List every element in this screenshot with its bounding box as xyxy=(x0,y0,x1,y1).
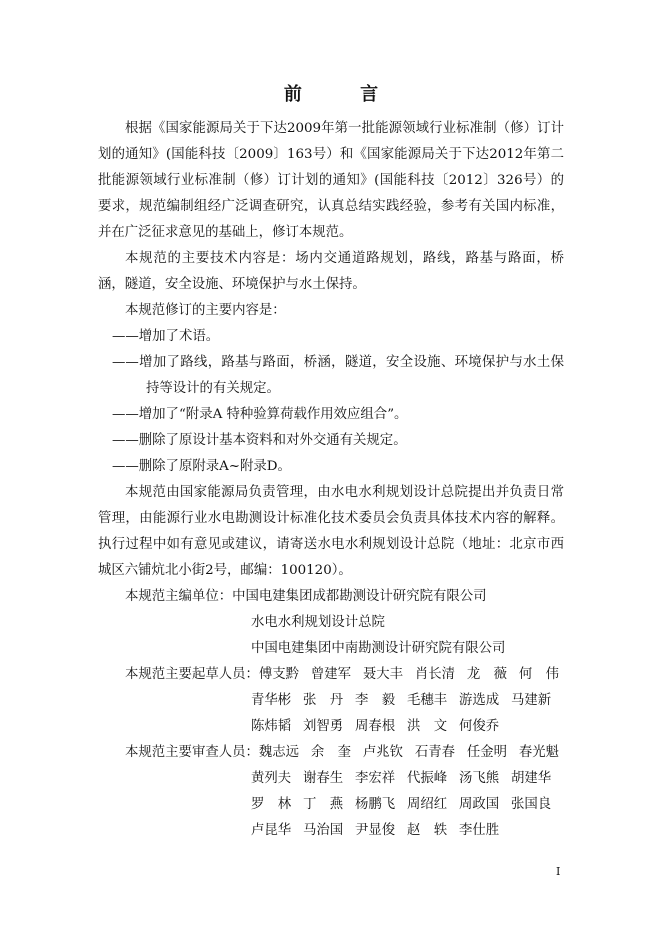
reviewers-names xyxy=(251,792,563,818)
revision-item: ——增加了路线，路基与路面，桥涵，隧道，安全设施、环境保护与水土保持等设计的有关规定。 xyxy=(112,355,564,396)
person-name: 尹显俊 xyxy=(355,823,396,838)
person-name: 张 丹 xyxy=(303,693,344,708)
person-name: 李 毅 xyxy=(355,693,396,708)
person-name: 聂大丰 xyxy=(362,667,404,682)
person-name: 龙 薇 xyxy=(466,667,508,682)
person-name: 李仕胜 xyxy=(459,823,500,838)
chief-units-row xyxy=(98,584,564,610)
person-name: 肖长清 xyxy=(414,667,456,682)
chief-units-label: 本规范主编单位： xyxy=(125,589,233,604)
reviewers-label: 本规范主要审查人员： xyxy=(125,745,259,760)
person-name: 余 奎 xyxy=(310,745,352,760)
revision-item: ——删除了原附录A~附录D。 xyxy=(112,459,291,474)
person-name: 周政国 xyxy=(459,797,500,812)
person-name: 黄列夫 xyxy=(251,771,292,786)
reviewers-row xyxy=(98,740,564,766)
paragraph-revision-intro: 本规范修订的主要内容是： xyxy=(125,303,286,318)
person-name: 丁 燕 xyxy=(303,797,344,812)
person-name: 汤飞熊 xyxy=(459,771,500,786)
person-name: 青华彬 xyxy=(251,693,292,708)
person-name: 曾建军 xyxy=(310,667,352,682)
person-name: 卢昆华 xyxy=(251,823,292,838)
reviewers-names xyxy=(251,818,511,844)
drafters-row xyxy=(98,688,564,714)
paragraph-technical-content: 本规范的主要技术内容是：场内交通道路规划，路线，路基与路面，桥涵，隧道，安全设施、环境保护与水土保持。 xyxy=(98,251,564,292)
person-name: 魏志远 xyxy=(258,745,300,760)
reviewers-row xyxy=(98,818,564,844)
chief-units-row xyxy=(98,610,564,636)
person-name: 陈炜韬 xyxy=(251,719,292,734)
person-name: 胡建华 xyxy=(511,771,552,786)
person-name: 周春根 xyxy=(355,719,396,734)
person-name: 任金明 xyxy=(466,745,508,760)
person-name: 罗 林 xyxy=(251,797,292,812)
person-name: 谢春生 xyxy=(303,771,344,786)
reviewers-names xyxy=(251,766,563,792)
person-name: 石青春 xyxy=(414,745,456,760)
revision-item: ——增加了术语。 xyxy=(112,329,220,344)
drafters-row xyxy=(98,662,564,688)
person-name: 周绍红 xyxy=(407,797,448,812)
person-name: 马治国 xyxy=(303,823,344,838)
revision-item: ——删除了原设计基本资料和对外交通有关规定。 xyxy=(112,433,407,448)
reviewers-row xyxy=(98,792,564,818)
chief-units-row xyxy=(98,636,564,662)
person-name: 卢兆钦 xyxy=(362,745,404,760)
person-name: 游选成 xyxy=(459,693,500,708)
reviewers-row xyxy=(98,766,564,792)
person-name: 何俊乔 xyxy=(459,719,500,734)
paragraph-management: 本规范由国家能源局负责管理，由水电水利规划设计总院提出并负责日常管理，由能源行业水电勘测设计标准化技术委员会负责具体技术内容的解释。执行过程中如有意见或建议，请寄送水电水利规划设计总院（地址：北京市西城区六铺炕北小街2号，邮编：100120）。 xyxy=(98,485,564,578)
paragraph-basis: 根据《国家能源局关于下达2009年第一批能源领域行业标准制（修）订计划的通知》(国能科技〔2009〕163号）和《国家能源局关于下达2012年第二批能源领域行业标准制（修）订计划的通知》(国能科技〔2012〕326号）的要求，规范编制组经广泛调查研究，认真总结实践经验，参考有关国内标准，并在广泛征求意见的基础上，修订本规范。 xyxy=(98,121,564,240)
person-name: 赵 轶 xyxy=(407,823,448,838)
drafters-row xyxy=(98,714,564,740)
chief-unit: 中国电建集团中南勘测设计研究院有限公司 xyxy=(251,641,506,656)
drafters-names xyxy=(251,714,511,740)
drafters-names xyxy=(251,688,563,714)
chief-unit: 水电水利规划设计总院 xyxy=(251,615,385,630)
drafters-label: 本规范主要起草人员： xyxy=(125,667,259,682)
person-name: 洪 文 xyxy=(407,719,448,734)
person-name: 毛穗丰 xyxy=(407,693,448,708)
document-body xyxy=(98,116,564,844)
page-title: 前 言 xyxy=(283,84,405,105)
person-name: 张国良 xyxy=(511,797,552,812)
person-name: 春光魁 xyxy=(518,745,560,760)
drafters-names xyxy=(259,662,571,688)
person-name: 李宏祥 xyxy=(355,771,396,786)
person-name: 马建新 xyxy=(511,693,552,708)
person-name: 何 伟 xyxy=(518,667,560,682)
revision-item: ——增加了“附录A 特种验算荷载作用效应组合”。 xyxy=(112,407,408,422)
person-name: 刘智勇 xyxy=(303,719,344,734)
person-name: 傅支黔 xyxy=(258,667,300,682)
person-name: 代振峰 xyxy=(407,771,448,786)
person-name: 杨鹏飞 xyxy=(355,797,396,812)
chief-unit: 中国电建集团成都勘测设计研究院有限公司 xyxy=(232,589,487,604)
reviewers-names xyxy=(259,740,571,766)
page-number: I xyxy=(556,865,561,878)
